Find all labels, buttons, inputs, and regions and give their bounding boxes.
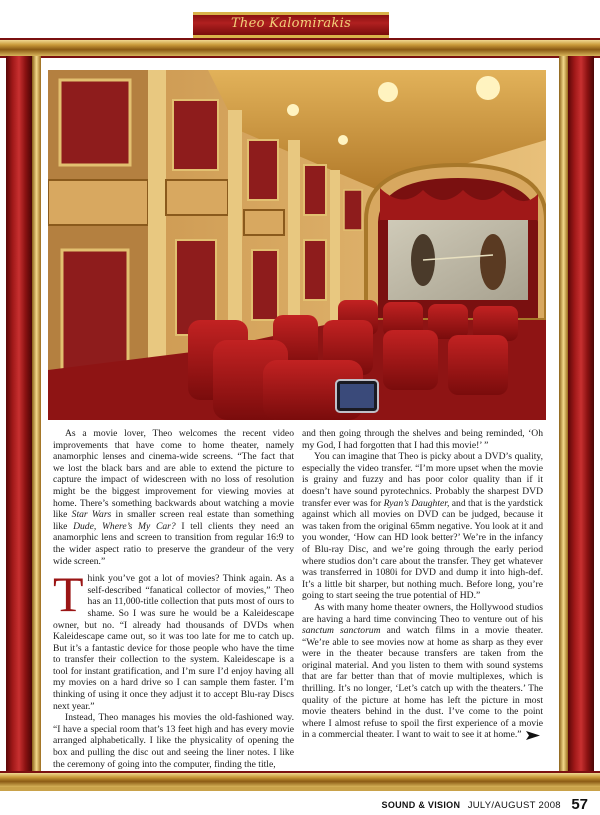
footer-rule [0, 787, 600, 791]
right-gold-pilaster [559, 56, 568, 771]
text-run: and that is the yardstick against which all movies on DVD can be judged, because it was taken from the original 65mm negative. You look at it and you wonder, ‘How can HD look better?’ We’re in the infancy of Blu-ray Disc, and we’re going through the early period where studios don’t care about the transfer. They get whatever was transferred in 1080i for DVD and dump it into high-def. It’s a little bit sharper, but nothing much. Before long, you’re going to start seeing the true potential of HD.” [302, 497, 543, 602]
home-theater-photo [48, 70, 546, 420]
paragraph [302, 428, 543, 451]
movie-title: Dude, Where’s My Car? [73, 520, 176, 532]
text-run: You can imagine that Theo is picky about a DVD’s quality, especially the video transfer. “I’m more upset when the movie is grainy and fuzzy and has poor color quality than if it doesn’t have sound pyrotechnics. Probably the sharpest DVD transfer ever was for [302, 451, 543, 509]
text-run: hink you’ve got a lot of movies? Think again. As a self-described “fanatical collector of movies,” Theo has an 11,000-title collection that puts most of ours to shame. So I was sure he would be a Kaleidescape owner, but no. “I already had thousands of DVDs when Kaleidescape came out, so it was too late for me to catch up. But it’s a fantastic device for those people who have the time to transfer their collection to the system. Kaleidescape is a tool for instant gratification, and I’m sure I’d enjoy having all my movies on a hard drive so I can sample them faster. I’m thinking of using it once they adjust it to accept Blu-ray Discs next year.” [53, 573, 294, 712]
paragraph [302, 451, 543, 602]
movie-title: Star Wars [71, 509, 112, 521]
left-frame-column [6, 56, 32, 771]
right-frame-column [568, 56, 594, 771]
home-theater-illustration [48, 70, 546, 420]
paragraph [53, 566, 294, 712]
article-column-left [53, 428, 294, 770]
continue-arrow-icon [526, 731, 540, 740]
photo-credit-tab [193, 12, 389, 38]
issue-date: JULY/AUGUST 2008 [467, 800, 561, 811]
text-run: and then going through the shelves and being reminded, ‘Oh my God, I had forgotten that I had this movie!’ ” [302, 428, 543, 451]
movie-title: Ryan’s Daughter, [383, 497, 450, 509]
left-gold-pilaster [32, 56, 41, 771]
article-column-right [302, 428, 543, 741]
text-run: in smaller screen real estate than something like [53, 509, 294, 532]
page-footer [0, 795, 588, 813]
top-frame-beam [0, 38, 600, 58]
emphasis: sanctum sanctorum [302, 625, 381, 637]
magazine-name: SOUND & VISION [381, 800, 461, 810]
text-run: Instead, Theo manages his movies the old-fashioned way. “I have a special room that’s 13 feet high and has every movie arranged alphabetically. I like the physicality of opening the box and pulling the disc out and seeing the liner notes. I like the ceremony of going into the computer, finding the title, [53, 712, 294, 770]
photo-credit: Theo Kalomirakis [230, 16, 352, 31]
text-run: I tell clients they need an anamorphic lens and screen to transition from regular 16:9 to the wider aspect ratio to preserve the grandeur of the very wide screen.” [53, 520, 294, 567]
paragraph [302, 602, 543, 741]
text-run: As with many home theater owners, the Hollywood studios are having a hard time convincing Theo to venture out of his [302, 601, 543, 625]
paragraph [53, 428, 294, 567]
text-run: and watch films in a movie theater. “We’re able to see movies now at home as sharp as they ever were in the theater because transfers are taken from the original material. And you listen to them with sound systems that are far better than that of movie multiplexes, which is thrilling. It’s no longer, ‘Let’s catch up with the theaters.’ The quality of the picture at home has left the picture in most movie theaters behind in the dust. I’ve come to the point where I almost refuse to spoil the first experience of a movie in a commercial theater. I want to wait to see it at home.” [302, 625, 543, 741]
page-number: 57 [571, 796, 588, 813]
text-run: As a movie lover, Theo welcomes the recent video improvements that have come to home theater, namely anamorphic lenses and cinema-wide screens. “The fact that we lost the black bars and are able to extend the picture to capture the impact of widescreen with no loss of resolution might be the biggest improvement for viewing movies at home. There’s something backwards about watching a movie like [53, 428, 294, 521]
paragraph [53, 712, 294, 770]
drop-cap: T [53, 566, 84, 623]
